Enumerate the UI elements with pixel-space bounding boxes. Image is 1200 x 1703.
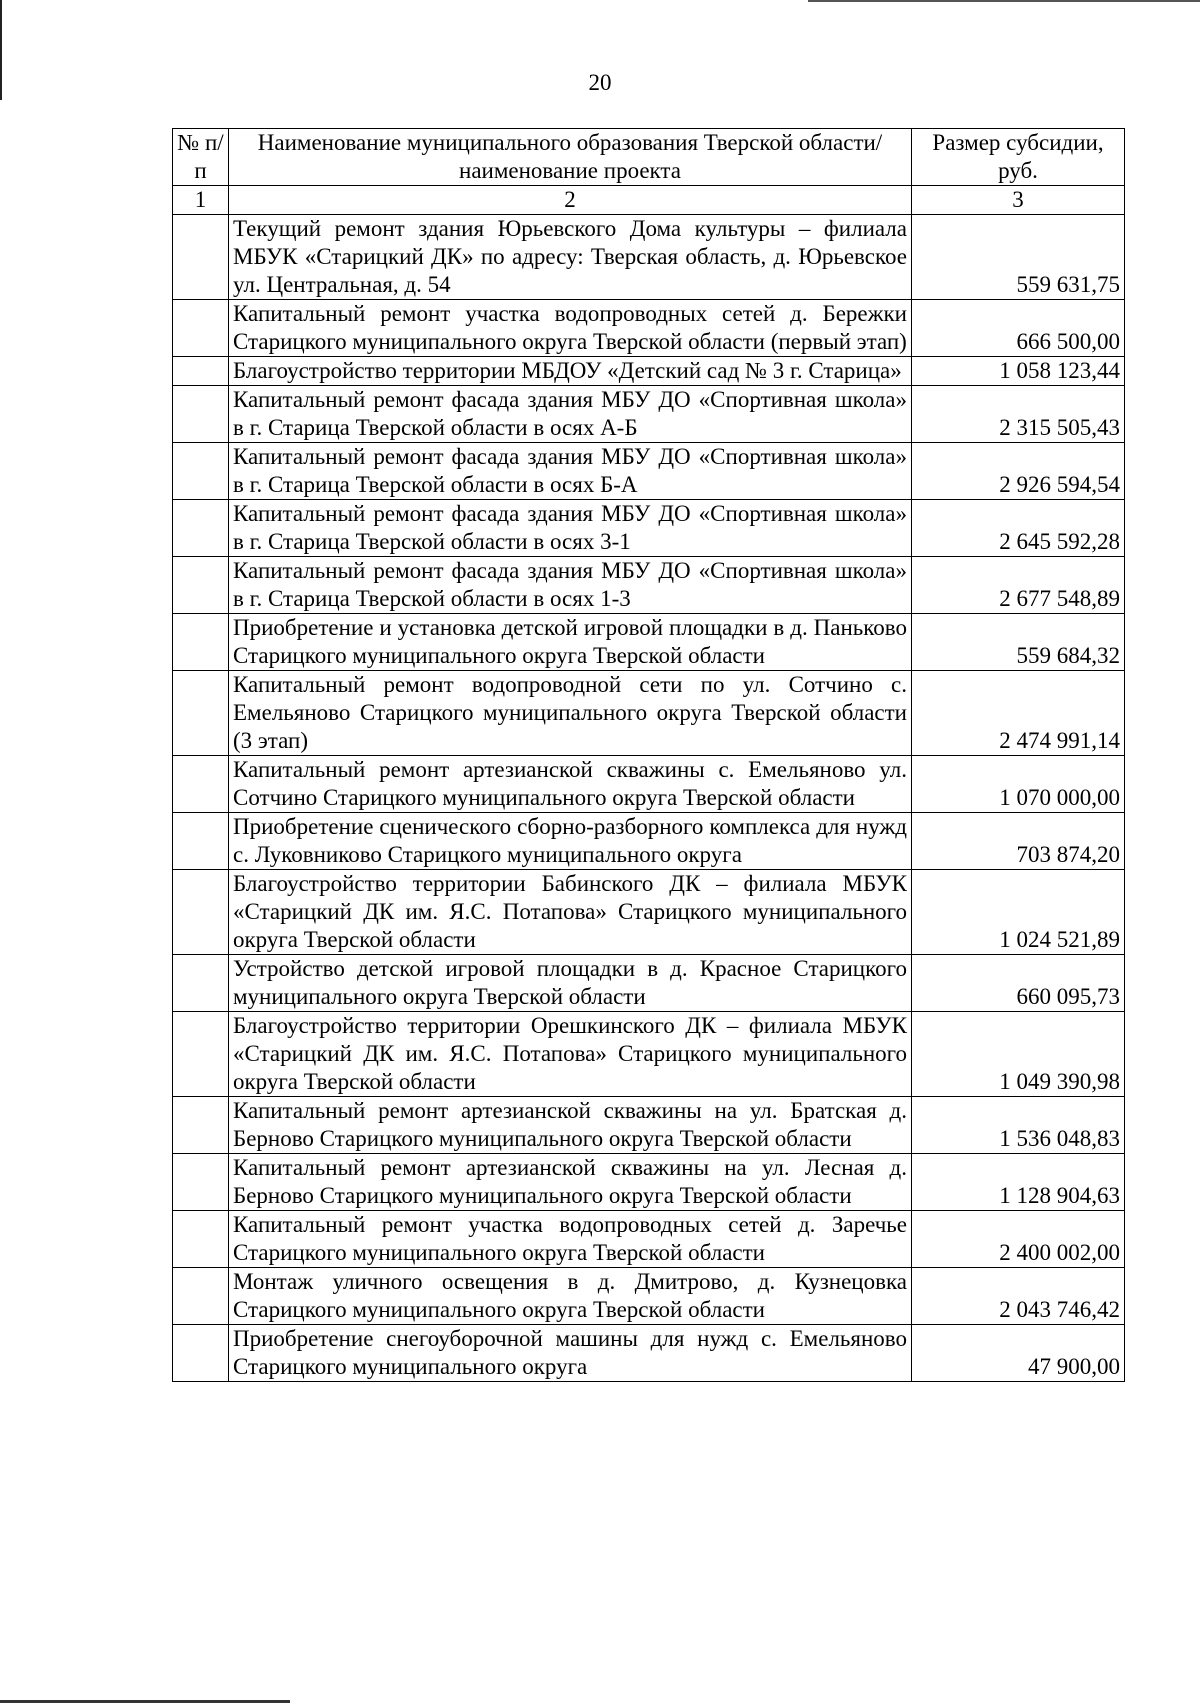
row-index-cell	[173, 1268, 229, 1325]
subsidy-amount-cell: 47 900,00	[912, 1325, 1125, 1382]
subsidy-amount-cell: 1 024 521,89	[912, 870, 1125, 955]
subsidy-amount-cell: 2 677 548,89	[912, 557, 1125, 614]
row-index-cell	[173, 386, 229, 443]
subsidy-amount-cell: 2 645 592,28	[912, 500, 1125, 557]
column-number-row	[173, 186, 1125, 215]
project-name-cell: Устройство детской игровой площадки в д. Красное Старицкого муниципального округа Тверской области	[229, 955, 912, 1012]
table-row	[173, 215, 1125, 300]
row-index-cell	[173, 357, 229, 386]
subsidy-amount-cell: 666 500,00	[912, 300, 1125, 357]
table-row	[173, 813, 1125, 870]
subsidy-amount-cell: 1 058 123,44	[912, 357, 1125, 386]
project-name-cell: Приобретение и установка детской игровой площадки в д. Паньково Старицкого муниципального округа Тверской области	[229, 614, 912, 671]
table-row	[173, 357, 1125, 386]
project-name-cell: Монтаж уличного освещения в д. Дмитрово, д. Кузнецовка Старицкого муниципального округа Тверской области	[229, 1268, 912, 1325]
subsidy-amount-cell: 2 474 991,14	[912, 671, 1125, 756]
row-index-cell	[173, 1325, 229, 1382]
subsidy-amount-cell: 1 049 390,98	[912, 1012, 1125, 1097]
table-row	[173, 1097, 1125, 1154]
subsidy-amount-cell: 1 536 048,83	[912, 1097, 1125, 1154]
row-index-cell	[173, 813, 229, 870]
row-index-cell	[173, 300, 229, 357]
row-index-cell	[173, 557, 229, 614]
column-number-1: 1	[173, 186, 229, 215]
row-index-cell	[173, 500, 229, 557]
row-index-cell	[173, 1211, 229, 1268]
table-row	[173, 300, 1125, 357]
project-name-cell: Капитальный ремонт фасада здания МБУ ДО «Спортивная школа» в г. Старица Тверской области в осях А-Б	[229, 386, 912, 443]
header-amount: Размер субсидии, руб.	[912, 129, 1125, 186]
column-number-3: 3	[912, 186, 1125, 215]
table-row	[173, 870, 1125, 955]
page-number: 20	[588, 70, 612, 95]
subsidy-amount-cell: 559 631,75	[912, 215, 1125, 300]
table-row	[173, 386, 1125, 443]
row-index-cell	[173, 1097, 229, 1154]
project-name-cell: Приобретение снегоуборочной машины для нужд с. Емельяново Старицкого муниципального округа	[229, 1325, 912, 1382]
scan-edge-top	[808, 0, 1200, 2]
row-index-cell	[173, 955, 229, 1012]
table-row	[173, 500, 1125, 557]
column-number-2: 2	[229, 186, 912, 215]
subsidy-amount-cell: 2 315 505,43	[912, 386, 1125, 443]
table-row	[173, 955, 1125, 1012]
project-name-cell: Капитальный ремонт артезианской скважины на ул. Лесная д. Берново Старицкого муниципального округа Тверской области	[229, 1154, 912, 1211]
row-index-cell	[173, 870, 229, 955]
project-name-cell: Благоустройство территории Орешкинского ДК – филиала МБУК «Старицкий ДК им. Я.С. Потапова» Старицкого муниципального округа Тверской области	[229, 1012, 912, 1097]
row-index-cell	[173, 215, 229, 300]
project-name-cell: Текущий ремонт здания Юрьевского Дома культуры – филиала МБУК «Старицкий ДК» по адресу: Тверская область, д. Юрьевское ул. Центральная, д. 54	[229, 215, 912, 300]
row-index-cell	[173, 1012, 229, 1097]
table-row	[173, 671, 1125, 756]
table-row	[173, 1211, 1125, 1268]
table-row	[173, 1325, 1125, 1382]
project-name-cell: Капитальный ремонт фасада здания МБУ ДО «Спортивная школа» в г. Старица Тверской области в осях 1-3	[229, 557, 912, 614]
project-name-cell: Благоустройство территории Бабинского ДК – филиала МБУК «Старицкий ДК им. Я.С. Потапова» Старицкого муниципального округа Тверской области	[229, 870, 912, 955]
row-index-cell	[173, 1154, 229, 1211]
subsidy-amount-cell: 2 926 594,54	[912, 443, 1125, 500]
subsidy-amount-cell: 2 400 002,00	[912, 1211, 1125, 1268]
table-row	[173, 1268, 1125, 1325]
subsidy-amount-cell: 1 128 904,63	[912, 1154, 1125, 1211]
project-name-cell: Капитальный ремонт артезианской скважины с. Емельяново ул. Сотчино Старицкого муниципального округа Тверской области	[229, 756, 912, 813]
table-row	[173, 756, 1125, 813]
row-index-cell	[173, 443, 229, 500]
header-number: № п/п	[173, 129, 229, 186]
row-index-cell	[173, 756, 229, 813]
project-name-cell: Приобретение сценического сборно-разборного комплекса для нужд с. Луковниково Старицкого муниципального округа	[229, 813, 912, 870]
project-name-cell: Капитальный ремонт фасада здания МБУ ДО «Спортивная школа» в г. Старица Тверской области в осях Б-А	[229, 443, 912, 500]
table-row	[173, 1012, 1125, 1097]
project-name-cell: Капитальный ремонт водопроводной сети по ул. Сотчино с. Емельяново Старицкого муниципального округа Тверской области (3 этап)	[229, 671, 912, 756]
table-row	[173, 443, 1125, 500]
table-row	[173, 614, 1125, 671]
project-name-cell: Капитальный ремонт участка водопроводных сетей д. Заречье Старицкого муниципального округа Тверской области	[229, 1211, 912, 1268]
subsidy-amount-cell: 559 684,32	[912, 614, 1125, 671]
project-name-cell: Капитальный ремонт фасада здания МБУ ДО «Спортивная школа» в г. Старица Тверской области в осях 3-1	[229, 500, 912, 557]
row-index-cell	[173, 614, 229, 671]
table-row	[173, 1154, 1125, 1211]
project-name-cell: Капитальный ремонт артезианской скважины на ул. Братская д. Берново Старицкого муниципального округа Тверской области	[229, 1097, 912, 1154]
project-name-cell: Капитальный ремонт участка водопроводных сетей д. Бережки Старицкого муниципального округа Тверской области (первый этап)	[229, 300, 912, 357]
table-header-row	[173, 129, 1125, 186]
subsidy-amount-cell: 703 874,20	[912, 813, 1125, 870]
subsidy-amount-cell: 660 095,73	[912, 955, 1125, 1012]
subsidy-table	[172, 128, 1125, 1382]
subsidy-amount-cell: 1 070 000,00	[912, 756, 1125, 813]
header-name: Наименование муниципального образования Тверской области/наименование проекта	[229, 129, 912, 186]
subsidy-amount-cell: 2 043 746,42	[912, 1268, 1125, 1325]
project-name-cell: Благоустройство территории МБДОУ «Детский сад № 3 г. Старица»	[229, 357, 912, 386]
row-index-cell	[173, 671, 229, 756]
table-row	[173, 557, 1125, 614]
